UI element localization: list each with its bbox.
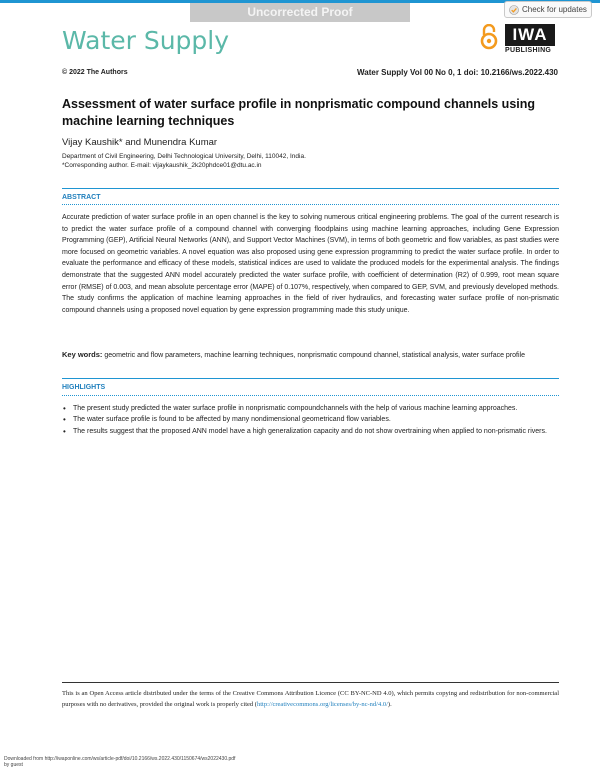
keywords-block [62, 349, 559, 361]
check-for-updates-button[interactable] [504, 1, 592, 18]
iwa-logo-mark: IWA [505, 24, 555, 46]
journal-name[interactable]: Water Supply [62, 26, 230, 55]
check-updates-label: Check for updates [522, 5, 587, 14]
list-item [62, 403, 559, 414]
bullet-icon: • [63, 404, 66, 413]
keywords-text: geometric and flow parameters, machine learning techniques, nonprismatic compound channel, statistical analysis, water surface profile [104, 352, 525, 359]
download-note [4, 756, 235, 768]
highlights-rule [62, 378, 559, 379]
affiliation-block [62, 152, 306, 170]
corresponding-author: *Corresponding author. E-mail: vijaykaushik_2k20phdce01@dtu.ac.in [62, 162, 262, 169]
license-end: ). [387, 701, 392, 708]
keywords-label: Key words: [62, 350, 103, 359]
open-access-icon [480, 24, 498, 50]
highlights-dotted-rule [62, 395, 559, 396]
affiliation: Department of Civil Engineering, Delhi Technological University, Delhi, 110042, India. [62, 153, 306, 160]
highlights-heading: HIGHLIGHTS [62, 384, 106, 391]
abstract-dotted-rule [62, 204, 559, 205]
authors: Vijay Kaushik* and Munendra Kumar [62, 137, 218, 148]
abstract-text: Accurate prediction of water surface profile in an open channel is the key to solving numerous critical engineering problems. The goal of the current research is to predict the water surface profile of a compound channel with converging floodplains using machine learning approaches, including Gene Expression Programming (GEP), Artificial Neural Networks (ANN), and Support Vector Machines (SVM), in terms of both geometric and flow variables, as past studies were more focused on geometric variables. A novel equation was also proposed using gene expression programming to predict the water surface profile. In order to evaluate the performance and efficacy of these models, statistical indices are used to validate the produced models for the experimental analysis. The findings demonstrate that the suggested ANN model accurately predicted the water surface profile, with coefficient of determination (R2) of 0.999, root mean square error (RMSE) of 0.003, and mean absolute percentage error (MAPE) of 0.107%, respectively, when compared to GEP, SVM, and previously developed methods. The study confirms the application of machine learning approaches in the field of river hydraulics, and forecasting water surface profile of non-prismatic compound channels using a proposed novel equation by gene expression programming made this study unique. [62, 214, 559, 314]
footer-rule [62, 682, 559, 683]
highlight-text: The results suggest that the proposed ANN model have a high generalization capacity and do not show overtraining when applied to non-prismatic rivers. [73, 427, 547, 435]
iwa-logo[interactable] [505, 24, 555, 54]
highlights-list [62, 403, 559, 437]
download-source: Downloaded from http://iwaponline.com/ws/article-pdf/doi/10.2166/ws.2022.430/1150674/ws2022430.pdf [4, 756, 236, 762]
bullet-icon: • [63, 415, 66, 425]
check-updates-icon [509, 5, 519, 15]
license-text: This is an Open Access article distributed under the terms of the Creative Commons Attribution Licence (CC BY-NC-ND 4.0), which permits copying and redistribution for non-commercial purposes with no derivatives, provided the original work is properly cited ( [62, 690, 559, 708]
list-item [62, 426, 559, 437]
publisher-sub: PUBLISHING [505, 47, 552, 54]
copyright: © 2022 The Authors [62, 69, 128, 76]
license-note [62, 688, 559, 710]
article-title: Assessment of water surface profile in nonprismatic compound channels using machine learning techniques [62, 97, 536, 128]
highlight-text: The water surface profile is found to be affected by many nondimensional geometricand flow variables. [73, 416, 391, 424]
highlight-text: The present study predicted the water surface profile in nonprismatic compoundchannels with the help of various machine learning approaches. [73, 405, 518, 412]
proof-banner: Uncorrected Proof [190, 3, 410, 22]
download-by: by guest [4, 762, 23, 768]
abstract-rule [62, 188, 559, 189]
license-link[interactable]: http://creativecommons.org/licenses/by-nc-nd/4.0/ [256, 701, 388, 708]
bullet-icon: • [63, 426, 66, 436]
list-item [62, 414, 559, 425]
citation: Water Supply Vol 00 No 0, 1 doi: 10.2166/ws.2022.430 [357, 68, 558, 77]
abstract-heading: ABSTRACT [62, 194, 101, 201]
